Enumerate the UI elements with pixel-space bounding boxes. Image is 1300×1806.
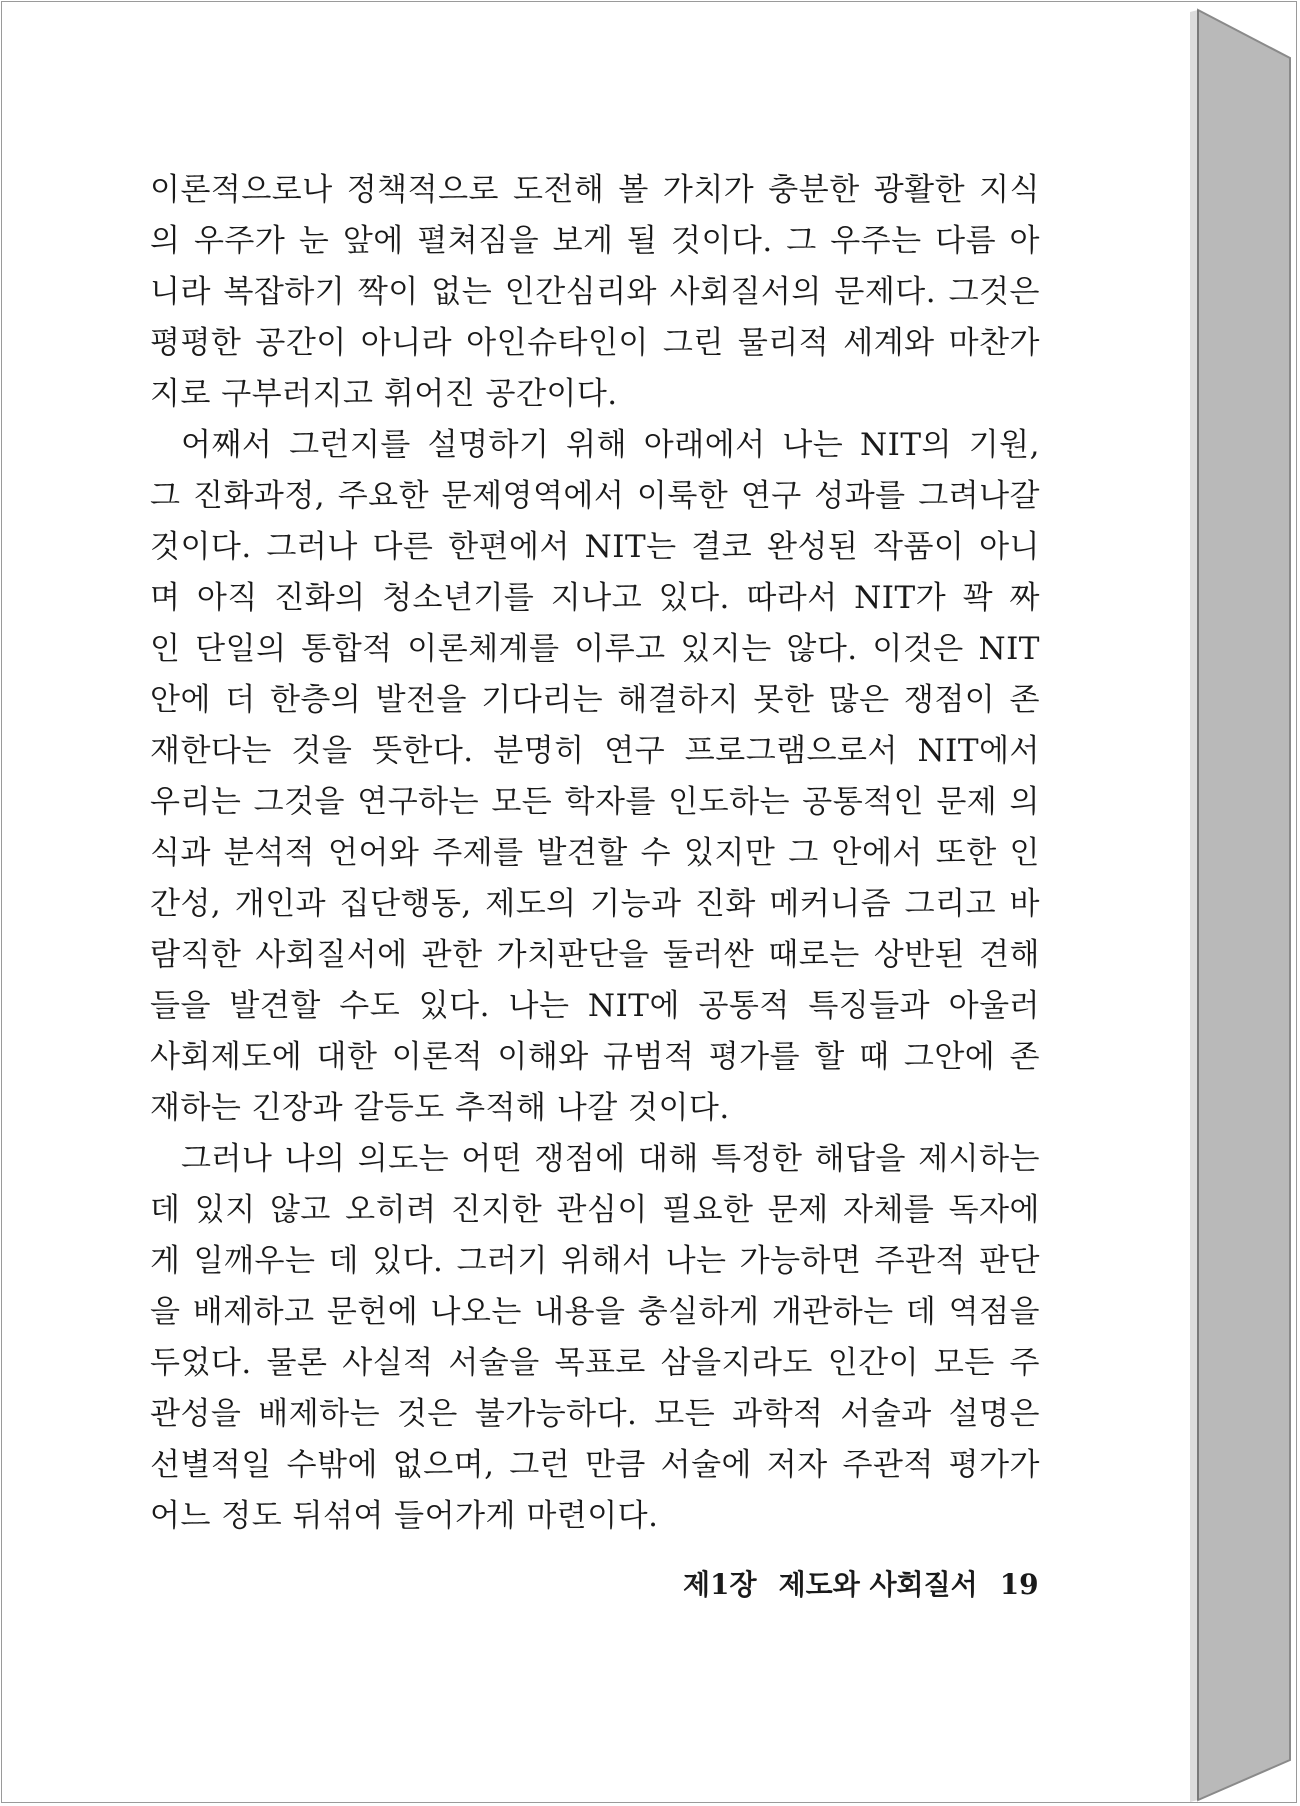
- text-line: 데 있지 않고 오히려 진지한 관심이 필요한 문제 자체를 독자에: [150, 1192, 1040, 1228]
- text-line: 식과 분석적 언어와 주제를 발견할 수 있지만 그 안에서 또한 인: [150, 835, 1040, 871]
- text-line: 재한다는 것을 뜻한다. 분명히 연구 프로그램으로서 NIT에서: [150, 733, 1040, 769]
- text-line: 어째서 그런지를 설명하기 위해 아래에서 나는 NIT의 기원,: [181, 427, 1040, 463]
- text-line: 간성, 개인과 집단행동, 제도의 기능과 진화 메커니즘 그리고 바: [150, 886, 1040, 922]
- footer-title: 제도와 사회질서: [778, 1568, 978, 1601]
- text-line: 이론적으로나 정책적으로 도전해 볼 가치가 충분한 광활한 지식: [150, 172, 1040, 208]
- paragraph: [150, 165, 1040, 420]
- paragraph: [150, 1134, 1040, 1542]
- text-line: 선별적일 수밖에 없으며, 그런 만큼 서술에 저자 주관적 평가가: [150, 1447, 1040, 1483]
- text-line: 그 진화과정, 주요한 문제영역에서 이룩한 연구 성과를 그려나갈: [150, 478, 1040, 514]
- text-line: 니라 복잡하기 짝이 없는 인간심리와 사회질서의 문제다. 그것은: [150, 274, 1040, 310]
- text-body: [150, 165, 1040, 1542]
- text-line: 그러나 나의 의도는 어떤 쟁점에 대해 특정한 해답을 제시하는: [181, 1141, 1040, 1177]
- text-line: 재하는 긴장과 갈등도 추적해 나갈 것이다.: [150, 1090, 730, 1126]
- text-line: 의 우주가 눈 앞에 펼쳐짐을 보게 될 것이다. 그 우주는 다름 아: [150, 223, 1040, 259]
- text-line: 어느 정도 뒤섞여 들어가게 마련이다.: [150, 1498, 659, 1534]
- text-line: 을 배제하고 문헌에 나오는 내용을 충실하게 개관하는 데 역점을: [150, 1294, 1040, 1330]
- text-line: 며 아직 진화의 청소년기를 지나고 있다. 따라서 NIT가 꽉 짜: [150, 580, 1040, 616]
- text-line: 평평한 공간이 아니라 아인슈타인이 그린 물리적 세계와 마찬가: [150, 325, 1040, 361]
- text-line: 게 일깨우는 데 있다. 그러기 위해서 나는 가능하면 주관적 판단: [150, 1243, 1040, 1279]
- text-line: 인 단일의 통합적 이론체계를 이루고 있지는 않다. 이것은 NIT: [150, 631, 1040, 667]
- text-line: 두었다. 물론 사실적 서술을 목표로 삼을지라도 인간이 모든 주: [150, 1345, 1040, 1381]
- page-number: 19: [999, 1568, 1039, 1601]
- paragraph: [150, 420, 1040, 1134]
- text-line: 안에 더 한층의 발전을 기다리는 해결하지 못한 많은 쟁점이 존: [150, 682, 1040, 718]
- text-line: 우리는 그것을 연구하는 모든 학자를 인도하는 공통적인 문제 의: [150, 784, 1040, 820]
- text-line: 관성을 배제하는 것은 불가능하다. 모든 과학적 서술과 설명은: [150, 1396, 1040, 1432]
- page-footer: [683, 1563, 1039, 1603]
- text-line: 사회제도에 대한 이론적 이해와 규범적 평가를 할 때 그안에 존: [150, 1039, 1040, 1075]
- text-line: 들을 발견할 수도 있다. 나는 NIT에 공통적 특징들과 아울러: [150, 988, 1040, 1024]
- text-line: 람직한 사회질서에 관한 가치판단을 둘러싼 때로는 상반된 견해: [150, 937, 1040, 973]
- footer-chapter: 제1장: [683, 1568, 757, 1601]
- text-line: 지로 구부러지고 휘어진 공간이다.: [150, 376, 618, 412]
- text-line: 것이다. 그러나 다른 한편에서 NIT는 결코 완성된 작품이 아니: [150, 529, 1040, 565]
